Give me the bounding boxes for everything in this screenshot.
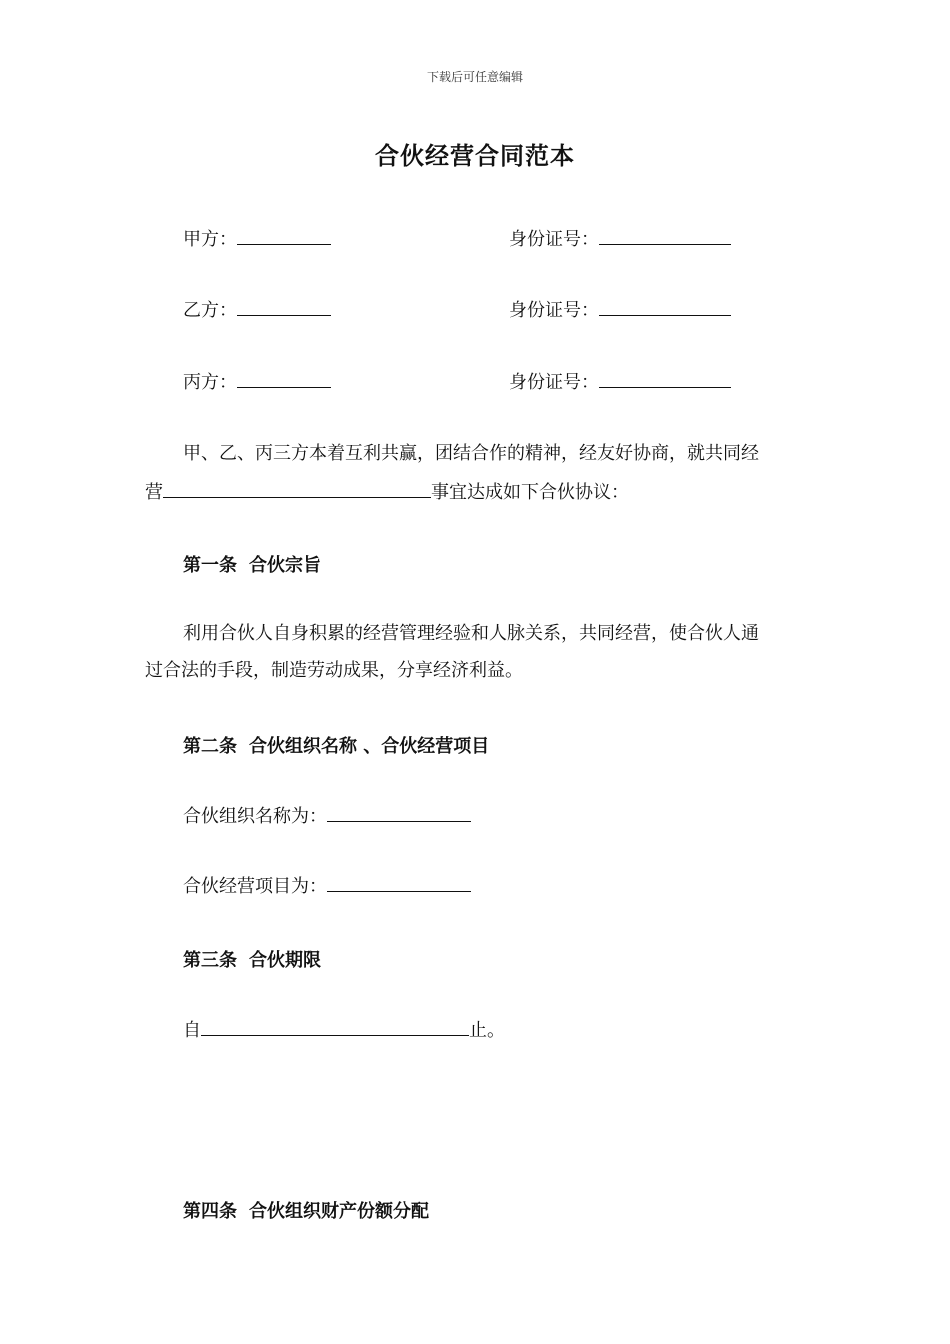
business-matter-blank[interactable] xyxy=(163,479,431,498)
intro-line-2 xyxy=(145,479,629,506)
org-name-label: 合伙组织名称为： xyxy=(183,806,327,827)
intro-line-1: 甲、乙、丙三方本着互利共赢，团结合作的精神，经友好协商，就共同经 xyxy=(183,443,759,464)
party-c-row xyxy=(183,369,331,396)
party-c-id-row xyxy=(509,369,731,396)
party-a-id-row xyxy=(509,226,731,253)
article-4-heading xyxy=(183,1197,429,1223)
party-c-label: 丙方： xyxy=(183,372,237,393)
party-b-id-row xyxy=(509,297,731,324)
article-3-number: 第三条 xyxy=(183,950,237,971)
term-row xyxy=(183,1017,505,1044)
article-2-title: 合伙组织名称 、合伙经营项目 xyxy=(249,736,490,757)
article-1-heading xyxy=(183,551,321,577)
header-note: 下载后可任意编辑 xyxy=(426,70,523,84)
project-label: 合伙经营项目为： xyxy=(183,876,327,897)
project-blank[interactable] xyxy=(327,873,471,892)
term-prefix: 自 xyxy=(183,1020,201,1041)
party-b-label: 乙方： xyxy=(183,300,237,321)
party-b-id-label: 身份证号： xyxy=(509,300,599,321)
article-3-title: 合伙期限 xyxy=(249,950,321,971)
article-1-line-2: 过合法的手段，制造劳动成果，分享经济利益。 xyxy=(145,660,523,681)
document-title: 合伙经营合同范本 xyxy=(375,141,575,170)
article-1-title: 合伙宗旨 xyxy=(249,555,321,576)
article-1-line-1: 利用合伙人自身积累的经营管理经验和人脉关系，共同经营，使合伙人通 xyxy=(183,623,759,644)
party-b-row xyxy=(183,297,331,324)
party-a-label: 甲方： xyxy=(183,229,237,250)
article-4-title: 合伙组织财产份额分配 xyxy=(249,1201,429,1222)
party-a-blank[interactable] xyxy=(237,226,331,245)
org-name-row xyxy=(183,803,471,830)
party-c-id-label: 身份证号： xyxy=(509,372,599,393)
article-4-number: 第四条 xyxy=(183,1201,237,1222)
intro-line-2-suffix: 事宜达成如下合伙协议： xyxy=(431,482,629,503)
party-a-row xyxy=(183,226,331,253)
article-2-heading xyxy=(183,732,489,758)
party-c-id-blank[interactable] xyxy=(599,369,731,388)
party-a-id-label: 身份证号： xyxy=(509,229,599,250)
article-2-number: 第二条 xyxy=(183,736,237,757)
article-3-heading xyxy=(183,946,321,972)
term-blank[interactable] xyxy=(201,1017,469,1036)
party-b-id-blank[interactable] xyxy=(599,297,731,316)
party-a-id-blank[interactable] xyxy=(599,226,731,245)
term-suffix: 止。 xyxy=(469,1020,505,1041)
project-row xyxy=(183,873,471,900)
org-name-blank[interactable] xyxy=(327,803,471,822)
party-b-blank[interactable] xyxy=(237,297,331,316)
article-1-number: 第一条 xyxy=(183,555,237,576)
intro-line-2-prefix: 营 xyxy=(145,482,163,503)
party-c-blank[interactable] xyxy=(237,369,331,388)
